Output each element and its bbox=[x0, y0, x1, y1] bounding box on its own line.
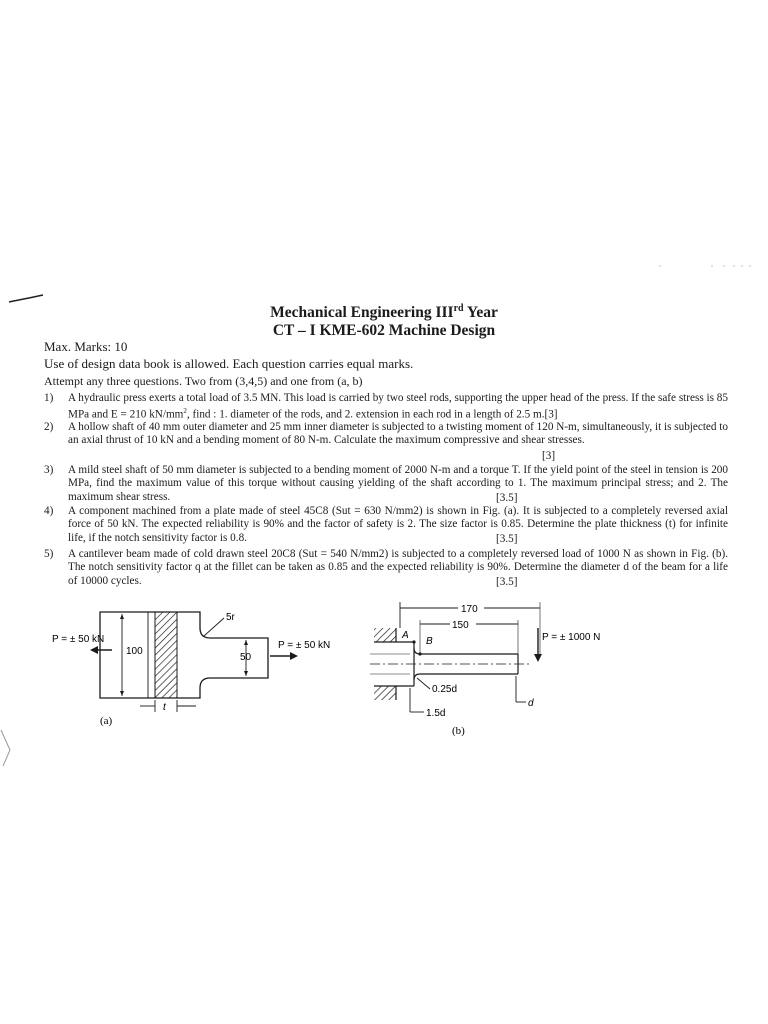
figure-b-cantilever-diagram bbox=[370, 598, 630, 743]
question-2: A hollow shaft of 40 mm outer diameter and 25 mm inner diameter is subjected to a twisting moment of 120 N-m, simultaneously, it is subjected to an axial thrust of 10 kN and a bending moment of 80 N-m. Calculate the maximum compressive and shear stresses. bbox=[68, 421, 728, 447]
question-number: 4) bbox=[44, 505, 54, 517]
question-4: A component machined from a plate made of steel 45C8 (Sut = 630 N/mm2) is shown in Fig. (a). It is subjected to a completely reversed axial force of 50 kN. The expected reliability is 90% and the factor of safety is 2. The size factor is 0.85. Determine the plate thickness (t) for infinite life, if the notch sensitivity factor is 0.8. bbox=[68, 505, 728, 544]
course-title: CT – I KME-602 Machine Design bbox=[272, 322, 496, 339]
load-left-label: P = ± 50 kN bbox=[52, 634, 105, 645]
figure-a-plate-diagram bbox=[40, 600, 360, 740]
load-label: P = ± 1000 N bbox=[542, 632, 601, 643]
point-b-label: B bbox=[426, 636, 433, 647]
dim-170-label: 170 bbox=[461, 604, 478, 615]
question-3: A mild steel shaft of 50 mm diameter is subjected to a bending moment of 2000 N-m and a torque T. If the yield point of the steel in tension is 200 MPa, find the maximum value of this torque without causing yielding of the shaft according to 1. The maximum principal stress; and 2. The maximum shear stress. bbox=[68, 464, 728, 503]
figure-a-caption: (a) bbox=[100, 715, 113, 727]
scan-noise bbox=[650, 262, 760, 270]
question-number: 1) bbox=[44, 392, 54, 404]
load-left-arrow bbox=[90, 646, 98, 654]
fillet-5r-label: 5r bbox=[226, 612, 235, 623]
design-data-note: Use of design data book is allowed. Each question carries equal marks. bbox=[44, 356, 414, 371]
thickness-section-hatch bbox=[155, 612, 177, 698]
wall-hatch-bottom bbox=[374, 686, 396, 700]
wall-hatch-top bbox=[374, 628, 396, 642]
attempt-note: Attempt any three questions. Two from (3,4,5) and one from (a, b) bbox=[44, 374, 363, 388]
question-5-marks: [3.5] bbox=[496, 576, 518, 588]
load-right-label: P = ± 50 kN bbox=[278, 640, 331, 651]
point-a-label: A bbox=[402, 630, 409, 641]
figure-b-caption: (b) bbox=[452, 725, 465, 737]
load-right-arrow bbox=[290, 652, 298, 660]
fillet-label: 0.25d bbox=[432, 684, 458, 695]
page-title: Mechanical Engineering IIIrd Year bbox=[270, 303, 498, 322]
question-2-marks: [3] bbox=[542, 450, 556, 462]
question-4-marks: [3.5] bbox=[496, 533, 518, 545]
question-number: 5) bbox=[44, 548, 54, 560]
question-3-marks: [3.5] bbox=[496, 492, 518, 504]
dim-50-label: 50 bbox=[240, 652, 252, 663]
question-number: 2) bbox=[44, 421, 54, 433]
question-5: A cantilever beam made of cold drawn steel 20C8 (Sut = 540 N/mm2) is subjected to a completely reversed load of 1000 N as shown in Fig. (b). The notch sensitivity factor q at the fillet can be taken as 0.85 and the expected reliability is 90%. Determine the diameter d of the beam for a life of 10000 cycles. bbox=[68, 548, 728, 587]
margin-mark bbox=[0, 728, 14, 768]
thickness-t-label: t bbox=[163, 702, 166, 713]
dim-150-label: 150 bbox=[452, 620, 469, 631]
question-1: A hydraulic press exerts a total load of 3.5 MN. This load is carried by two steel rods, supporting the upper head of the press. If the safe stress is 85 MPa and E = 210 $kN/mm^2$, find : 1. diameter of the rods, and 2. extension in each rod in a length of 2.5 m.[3] bbox=[68, 392, 728, 422]
max-marks: Max. Marks: 10 bbox=[44, 339, 128, 354]
dim-100-label: 100 bbox=[126, 646, 143, 657]
dia-1-5d-label: 1.5d bbox=[426, 708, 446, 719]
question-number: 3) bbox=[44, 464, 54, 476]
dia-d-label: d bbox=[528, 698, 534, 709]
load-arrow bbox=[534, 654, 542, 662]
